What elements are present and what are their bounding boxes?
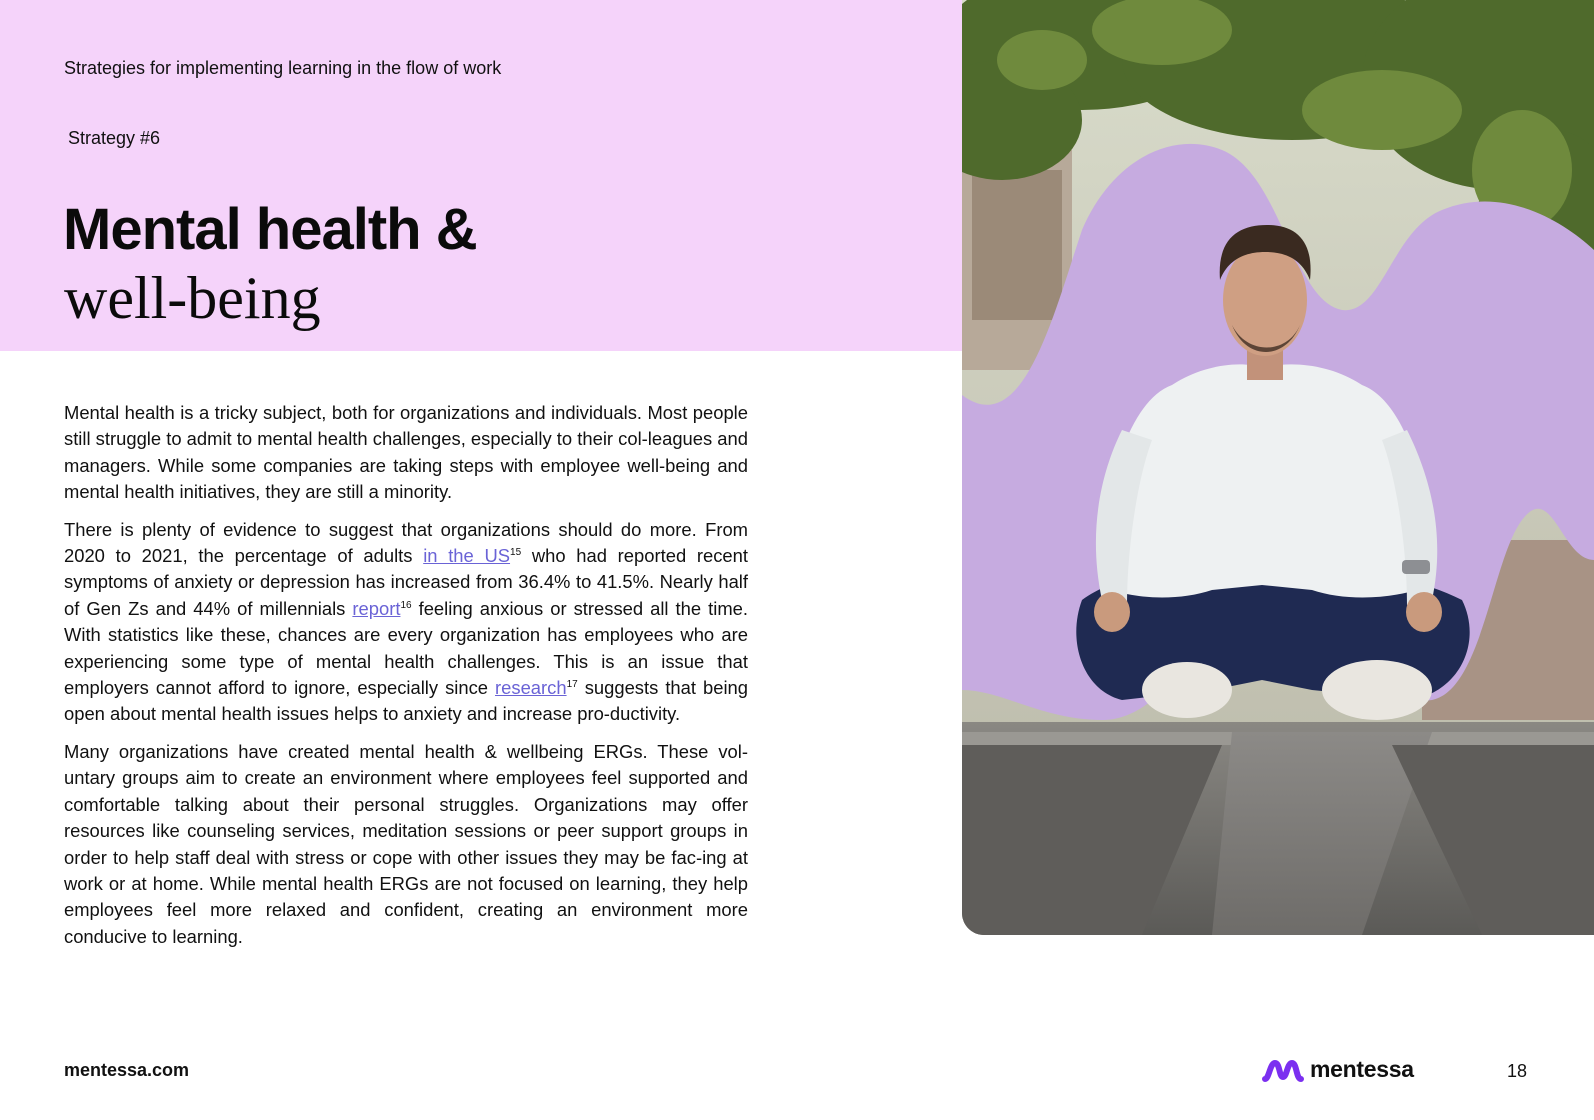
paragraph-1: Mental health is a tricky subject, both for organizations and individuals. Most people still struggle to admit to mental health challenges, especially to their col-leagues and managers. While some companies are taking steps with employee well-being and mental health initiatives, they are still a minority. <box>64 402 748 503</box>
footnote-ref-16: 16 <box>400 599 412 611</box>
body-text <box>64 400 748 961</box>
mentessa-wave-logo-icon <box>1262 1057 1304 1083</box>
link-research[interactable]: research <box>495 677 567 699</box>
footnote-ref-15: 15 <box>510 547 522 559</box>
footnote-ref-17: 17 <box>566 679 578 691</box>
page-title-line-1: Mental health & <box>63 197 477 262</box>
footer-url[interactable]: mentessa.com <box>64 1060 190 1080</box>
paragraph-2: There is plenty of evidence to suggest that organizations should do more. From 2020 to 2021, the percentage of adults in the US$^{15}$ who had reported recent symptoms of anxiety or depression has increased from 36.4% to 41.5%. Nearly half of Gen Zs and 44% of millennials report$^{16}$ feeling anxious or stressed all the time. With statistics like these, chances are every organization has employees who are experiencing some type of mental health challenges. This is an issue that employers cannot afford to ignore, especially since research$^{17}$ suggests that being open about mental health issues helps to anxiety and increase pro-ductivity. <box>64 518 748 725</box>
paragraph-3: Many organizations have created mental health & wellbeing ERGs. These vol-untary groups aim to create an environment where employees feel supported and comfortable talking about their personal struggles. Organizations may offer resources like counseling services, meditation sessions or peer support groups in order to help staff deal with stress or cope with other issues they may be fac-ing at work or at home. While mental health ERGs are not focused on learning, they help employees feel more relaxed and confident, creating an environment more conducive to learning. <box>64 740 748 947</box>
strategy-label: Strategy #6 <box>68 128 161 148</box>
page-title-line-2: well-being <box>64 265 321 331</box>
mentessa-logo <box>1262 1056 1414 1083</box>
running-title: Strategies for implementing learning in the flow of work <box>64 58 502 78</box>
meditation-photo <box>962 0 1594 935</box>
page-number: 18 <box>1507 1061 1528 1081</box>
brand-name: mentessa <box>1310 1056 1414 1082</box>
link-in-the-us[interactable]: in the US <box>423 545 511 567</box>
link-report[interactable]: report <box>352 597 401 619</box>
